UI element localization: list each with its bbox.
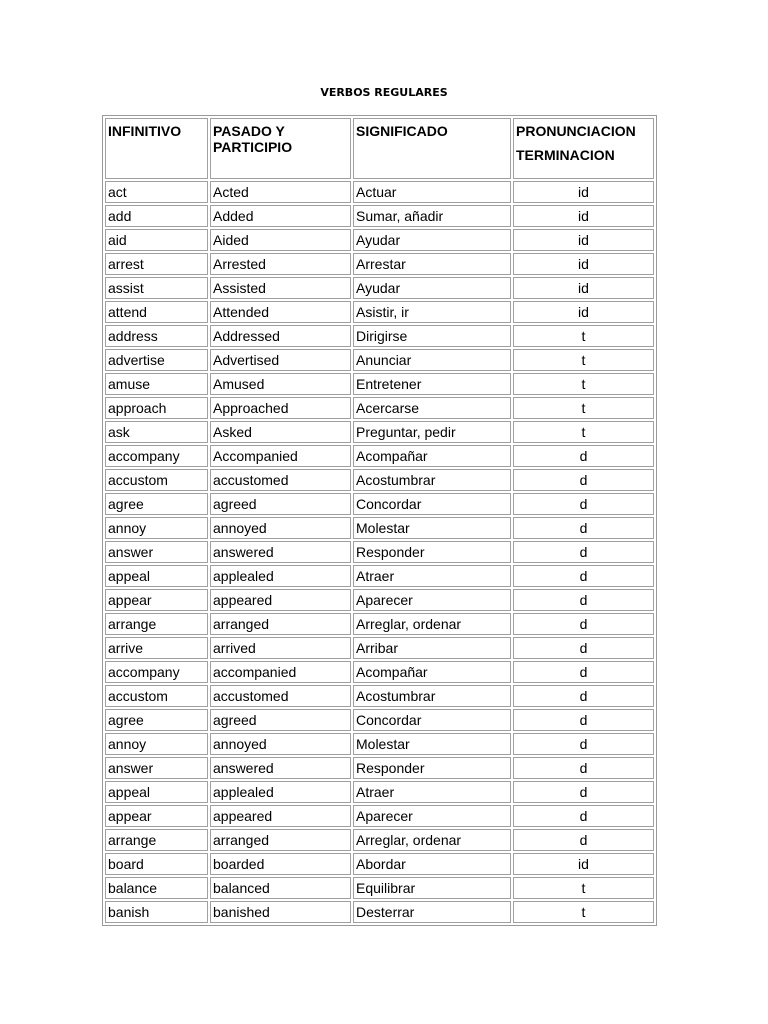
table-row [105, 829, 654, 851]
table-row [105, 709, 654, 731]
table-row [105, 469, 654, 491]
significado-cell: Asistir, ir [353, 301, 511, 323]
pasado-cell: arranged [210, 829, 351, 851]
infinitivo-cell: arrive [105, 637, 208, 659]
table-row [105, 733, 654, 755]
significado-cell: Acercarse [353, 397, 511, 419]
pronunciacion-cell: d [513, 757, 654, 779]
significado-cell: Abordar [353, 853, 511, 875]
table-row [105, 685, 654, 707]
pasado-cell: Arrested [210, 253, 351, 275]
table-body [105, 181, 654, 923]
table-row [105, 805, 654, 827]
pronunciacion-cell: id [513, 205, 654, 227]
pronunciacion-cell: d [513, 829, 654, 851]
table-row [105, 445, 654, 467]
infinitivo-cell: appeal [105, 781, 208, 803]
pasado-cell: Accompanied [210, 445, 351, 467]
infinitivo-cell: arrest [105, 253, 208, 275]
pronunciacion-cell: id [513, 853, 654, 875]
pasado-cell: applealed [210, 781, 351, 803]
pronunciacion-cell: d [513, 445, 654, 467]
table-row [105, 853, 654, 875]
significado-cell: Acostumbrar [353, 469, 511, 491]
table-row [105, 781, 654, 803]
significado-cell: Concordar [353, 709, 511, 731]
significado-cell: Concordar [353, 493, 511, 515]
pasado-cell: Assisted [210, 277, 351, 299]
pronunciacion-cell: id [513, 181, 654, 203]
pasado-cell: Addressed [210, 325, 351, 347]
pasado-cell: Advertised [210, 349, 351, 371]
pronunciacion-cell: d [513, 541, 654, 563]
infinitivo-cell: annoy [105, 517, 208, 539]
infinitivo-cell: act [105, 181, 208, 203]
significado-cell: Ayudar [353, 277, 511, 299]
table-header-row [105, 118, 654, 179]
infinitivo-cell: annoy [105, 733, 208, 755]
pronunciacion-cell: d [513, 781, 654, 803]
pasado-cell: answered [210, 757, 351, 779]
pronunciacion-cell: d [513, 565, 654, 587]
pasado-cell: Approached [210, 397, 351, 419]
pronunciacion-cell: id [513, 253, 654, 275]
header-pasado-participio [210, 118, 351, 179]
significado-cell: Atraer [353, 565, 511, 587]
header-pronunciacion-label: PRONUNCIACION [516, 123, 636, 139]
pasado-cell: Aided [210, 229, 351, 251]
table-row [105, 877, 654, 899]
pasado-cell: arranged [210, 613, 351, 635]
pasado-cell: accompanied [210, 661, 351, 683]
pasado-cell: appeared [210, 589, 351, 611]
pronunciacion-cell: id [513, 277, 654, 299]
table-row [105, 565, 654, 587]
pasado-cell: accustomed [210, 685, 351, 707]
verbs-table [102, 115, 657, 926]
pronunciacion-cell: d [513, 517, 654, 539]
significado-cell: Acostumbrar [353, 685, 511, 707]
table-row [105, 181, 654, 203]
infinitivo-cell: agree [105, 493, 208, 515]
table-row [105, 493, 654, 515]
significado-cell: Acompañar [353, 661, 511, 683]
significado-cell: Acompañar [353, 445, 511, 467]
pronunciacion-cell: d [513, 733, 654, 755]
significado-cell: Arrestar [353, 253, 511, 275]
table-row [105, 901, 654, 923]
pasado-cell: Asked [210, 421, 351, 443]
header-pasado-line1: PASADO Y [213, 123, 285, 139]
infinitivo-cell: answer [105, 757, 208, 779]
pronunciacion-cell: d [513, 637, 654, 659]
pasado-cell: banished [210, 901, 351, 923]
significado-cell: Aparecer [353, 805, 511, 827]
pronunciacion-cell: d [513, 709, 654, 731]
pronunciacion-cell: id [513, 229, 654, 251]
header-pronunciacion [513, 118, 654, 179]
table-row [105, 253, 654, 275]
table-row [105, 325, 654, 347]
pasado-cell: agreed [210, 709, 351, 731]
pasado-cell: accustomed [210, 469, 351, 491]
header-significado [353, 118, 511, 179]
header-infinitivo [105, 118, 208, 179]
pronunciacion-cell: d [513, 469, 654, 491]
pronunciacion-cell: t [513, 373, 654, 395]
significado-cell: Preguntar, pedir [353, 421, 511, 443]
header-significado-label: SIGNIFICADO [356, 123, 448, 139]
infinitivo-cell: ask [105, 421, 208, 443]
table-row [105, 349, 654, 371]
table-row [105, 421, 654, 443]
pasado-cell: appeared [210, 805, 351, 827]
infinitivo-cell: aid [105, 229, 208, 251]
infinitivo-cell: balance [105, 877, 208, 899]
infinitivo-cell: appeal [105, 565, 208, 587]
pronunciacion-cell: t [513, 421, 654, 443]
pasado-cell: applealed [210, 565, 351, 587]
pronunciacion-cell: d [513, 805, 654, 827]
pronunciacion-cell: d [513, 613, 654, 635]
infinitivo-cell: agree [105, 709, 208, 731]
infinitivo-cell: accustom [105, 469, 208, 491]
table-row [105, 229, 654, 251]
infinitivo-cell: arrange [105, 613, 208, 635]
pasado-cell: arrived [210, 637, 351, 659]
table-row [105, 661, 654, 683]
pasado-cell: Added [210, 205, 351, 227]
header-infinitivo-label: INFINITIVO [108, 123, 182, 139]
table-row [105, 517, 654, 539]
significado-cell: Arribar [353, 637, 511, 659]
significado-cell: Anunciar [353, 349, 511, 371]
significado-cell: Entretener [353, 373, 511, 395]
pronunciacion-cell: t [513, 877, 654, 899]
infinitivo-cell: assist [105, 277, 208, 299]
document-title: VERBOS REGULARES [320, 86, 448, 99]
pasado-cell: annoyed [210, 517, 351, 539]
significado-cell: Arreglar, ordenar [353, 829, 511, 851]
pasado-cell: annoyed [210, 733, 351, 755]
table-row [105, 757, 654, 779]
table-row [105, 301, 654, 323]
pasado-cell: agreed [210, 493, 351, 515]
pasado-cell: Attended [210, 301, 351, 323]
infinitivo-cell: appear [105, 589, 208, 611]
pronunciacion-cell: d [513, 685, 654, 707]
pronunciacion-cell: t [513, 325, 654, 347]
infinitivo-cell: amuse [105, 373, 208, 395]
pasado-cell: balanced [210, 877, 351, 899]
pronunciacion-cell: id [513, 301, 654, 323]
infinitivo-cell: answer [105, 541, 208, 563]
table-row [105, 541, 654, 563]
infinitivo-cell: banish [105, 901, 208, 923]
infinitivo-cell: board [105, 853, 208, 875]
infinitivo-cell: appear [105, 805, 208, 827]
pasado-cell: Amused [210, 373, 351, 395]
infinitivo-cell: address [105, 325, 208, 347]
table-row [105, 589, 654, 611]
pronunciacion-cell: d [513, 589, 654, 611]
significado-cell: Ayudar [353, 229, 511, 251]
significado-cell: Responder [353, 757, 511, 779]
pronunciacion-cell: t [513, 397, 654, 419]
header-pasado-line2: PARTICIPIO [213, 139, 293, 155]
infinitivo-cell: advertise [105, 349, 208, 371]
table-row [105, 397, 654, 419]
infinitivo-cell: accompany [105, 661, 208, 683]
table-row [105, 277, 654, 299]
infinitivo-cell: approach [105, 397, 208, 419]
infinitivo-cell: arrange [105, 829, 208, 851]
infinitivo-cell: attend [105, 301, 208, 323]
significado-cell: Aparecer [353, 589, 511, 611]
pronunciacion-cell: d [513, 661, 654, 683]
significado-cell: Equilibrar [353, 877, 511, 899]
pronunciacion-cell: t [513, 349, 654, 371]
significado-cell: Actuar [353, 181, 511, 203]
significado-cell: Desterrar [353, 901, 511, 923]
significado-cell: Arreglar, ordenar [353, 613, 511, 635]
pasado-cell: boarded [210, 853, 351, 875]
table-row [105, 205, 654, 227]
significado-cell: Sumar, añadir [353, 205, 511, 227]
pasado-cell: Acted [210, 181, 351, 203]
significado-cell: Responder [353, 541, 511, 563]
table-row [105, 373, 654, 395]
significado-cell: Molestar [353, 733, 511, 755]
infinitivo-cell: add [105, 205, 208, 227]
infinitivo-cell: accustom [105, 685, 208, 707]
header-terminacion-label: TERMINACION [516, 147, 615, 163]
infinitivo-cell: accompany [105, 445, 208, 467]
table-row [105, 613, 654, 635]
pasado-cell: answered [210, 541, 351, 563]
significado-cell: Atraer [353, 781, 511, 803]
significado-cell: Dirigirse [353, 325, 511, 347]
table-row [105, 637, 654, 659]
pronunciacion-cell: t [513, 901, 654, 923]
significado-cell: Molestar [353, 517, 511, 539]
pronunciacion-cell: d [513, 493, 654, 515]
